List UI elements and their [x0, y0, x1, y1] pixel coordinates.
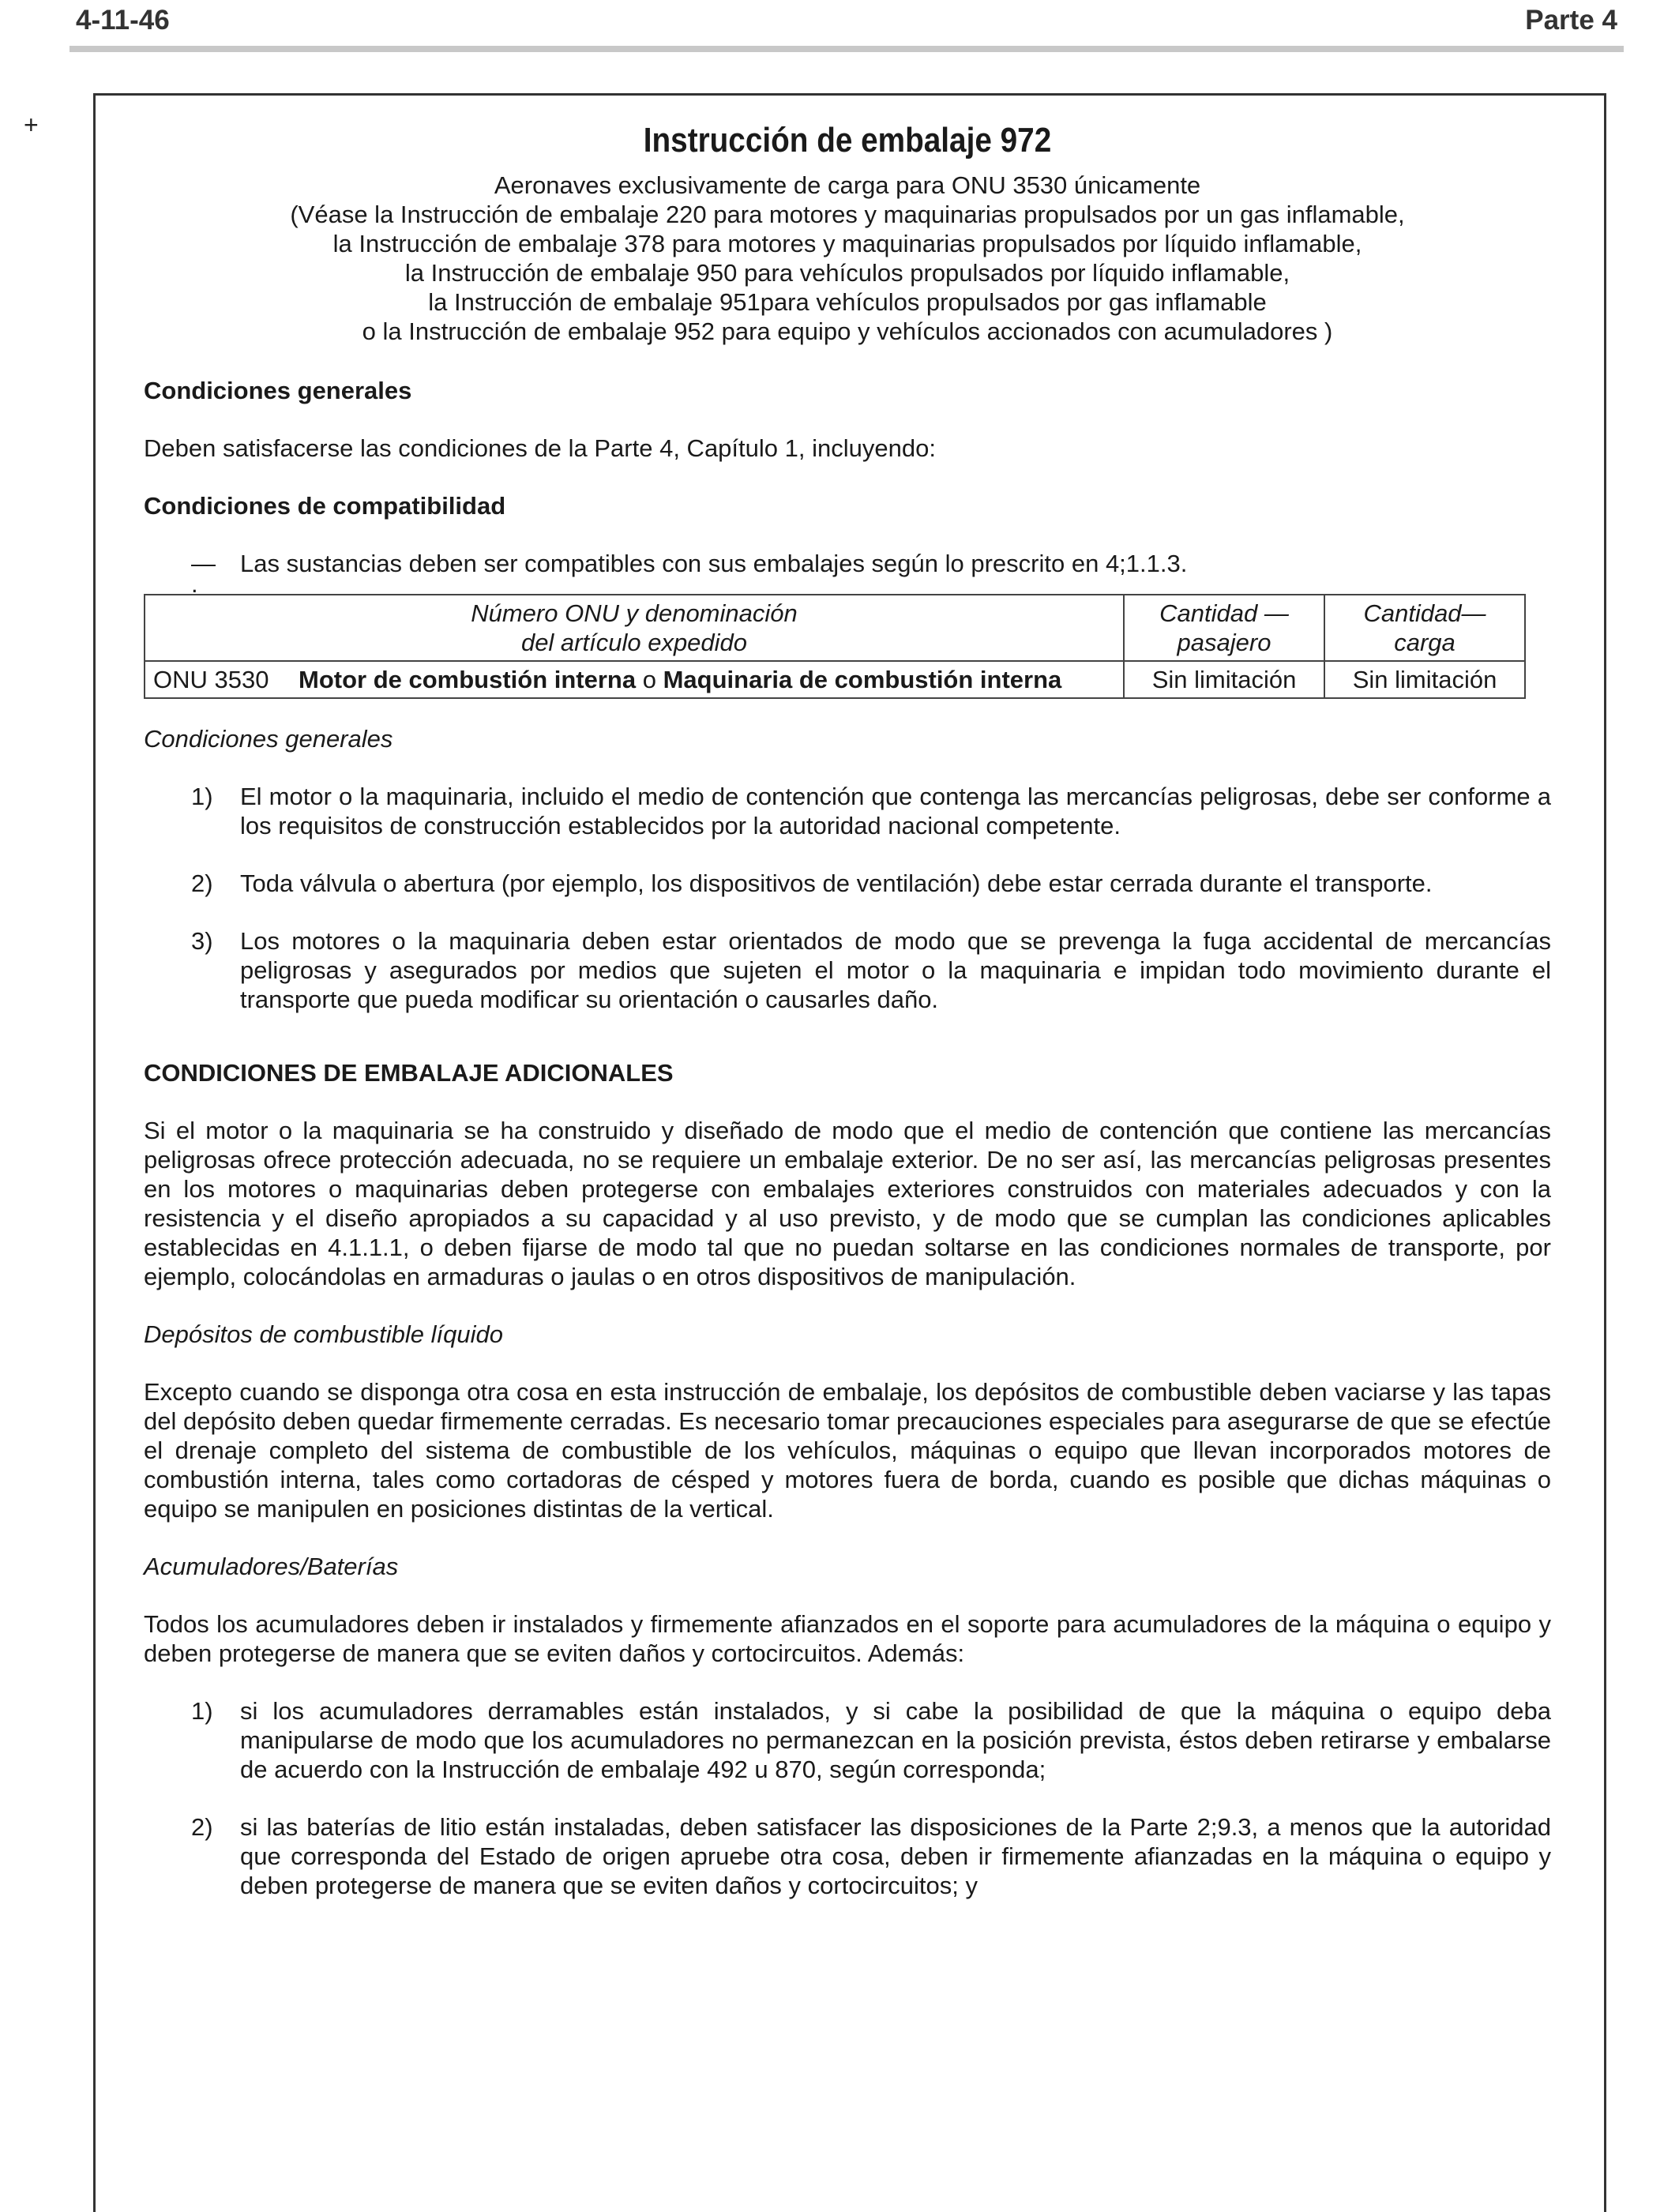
- part-label: Parte 4: [1525, 5, 1617, 36]
- item-text: Toda válvula o abertura (por ejemplo, los dispositivos de ventilación) debe estar cerrada durante el transporte.: [240, 869, 1433, 897]
- header-passenger-quantity: [1124, 595, 1324, 661]
- header-line: Número ONU y denominación: [471, 599, 798, 627]
- cargo-quantity: Sin limitación: [1324, 661, 1525, 698]
- header-un-description: [145, 595, 1124, 661]
- item-number: 1): [191, 783, 213, 810]
- article-name-part1: Motor de combustión interna: [299, 666, 637, 693]
- general-conditions-heading: Condiciones generales: [144, 377, 412, 404]
- article-cell: [145, 661, 1124, 698]
- header-line: Cantidad —: [1159, 599, 1289, 627]
- item-number: 2): [191, 869, 213, 897]
- item-number: 3): [191, 927, 213, 955]
- margin-mark: +: [24, 111, 39, 139]
- list-item: [191, 1812, 1551, 1900]
- stray-dot: .: [191, 570, 198, 598]
- instruction-title: Instrucción de embalaje 972: [643, 121, 1052, 160]
- general-conditions-text: Deben satisfacerse las condiciones de la Parte 4, Capítulo 1, incluyendo:: [144, 434, 936, 462]
- list-item: [191, 1696, 1551, 1784]
- article-name-part2: Maquinaria de combustión interna: [663, 666, 1062, 693]
- subtitle-line: la Instrucción de embalaje 951para vehículos propulsados por gas inflamable: [428, 288, 1267, 316]
- compatibility-text: Las sustancias deben ser compatibles con sus embalajes según lo prescrito en 4;1.1.3.: [240, 550, 1188, 577]
- batteries-text: Todos los acumuladores deben ir instalados y firmemente afianzados en el soporte para acumuladores de la máquina o equipo y deben protegerse de manera que se eviten daños y cortocircuitos. Además:: [144, 1610, 1551, 1667]
- subtitle-line: o la Instrucción de embalaje 952 para equipo y vehículos accionados con acumuladores ): [362, 317, 1333, 345]
- item-text: si las baterías de litio están instaladas, deben satisfacer las disposiciones de la Parte 2;9.3, a menos que la autoridad que corresponda del Estado de origen apruebe otra cosa, deben ir firmemente afianzadas en la máquina o equipo y deben protegerse de manera que se eviten daños y cortocircuitos; y: [240, 1813, 1551, 1899]
- un-number-table: [144, 594, 1526, 699]
- compatibility-bullet: [191, 549, 1551, 578]
- page-reference: 4-11-46: [76, 5, 170, 36]
- list-item: [191, 926, 1551, 1014]
- table-row: [145, 661, 1525, 698]
- instruction-subtitle: [144, 171, 1551, 346]
- compatibility-heading: Condiciones de compatibilidad: [144, 492, 506, 520]
- list-item: [191, 782, 1551, 840]
- subtitle-line: la Instrucción de embalaje 950 para vehículos propulsados por líquido inflamable,: [404, 259, 1290, 287]
- header-line: del artículo expedido: [520, 629, 748, 656]
- header-line: pasajero: [1177, 629, 1271, 656]
- item-text: Los motores o la maquinaria deben estar orientados de modo que se prevenga la fuga accidental de mercancías peligrosas y asegurados por medios que sujeten el motor o la maquinaria e impidan todo movimiento durante el transporte que pueda modificar su orientación o causarles daño.: [240, 927, 1551, 1013]
- passenger-quantity: Sin limitación: [1124, 661, 1324, 698]
- item-text: si los acumuladores derramables están instalados, y si cabe la posibilidad de que la máquina o equipo deba manipularse de modo que los acumuladores no permanezcan en la posición prevista, éstos deben retirarse y embalarse de acuerdo con la Instrucción de embalaje 492 u 870, según corresponda;: [240, 1697, 1551, 1783]
- article-connector: o: [636, 666, 663, 693]
- fuel-tanks-text: Excepto cuando se disponga otra cosa en esta instrucción de embalaje, los depósitos de combustible deben vaciarse y las tapas del depósito deben quedar firmemente cerradas. Es necesario tomar precauciones especiales para asegurarse de que se efectúe el drenaje completo del sistema de combustible de los vehículos, máquinas o equipo que llevan incorporados motores de combustión interna, tales como cortadoras de césped y motores fuera de borda, cuando es posible que dichas máquinas o equipo se manipulen en posiciones distintas de la vertical.: [144, 1378, 1551, 1523]
- table-header-row: [145, 595, 1525, 661]
- header-rule: [69, 46, 1624, 52]
- item-number: 2): [191, 1813, 213, 1841]
- item-number: 1): [191, 1697, 213, 1725]
- fuel-tanks-heading: Depósitos de combustible líquido: [144, 1320, 503, 1348]
- batteries-heading: Acumuladores/Baterías: [144, 1553, 399, 1580]
- instruction-content: [144, 120, 1551, 1900]
- general-conditions-subheading: Condiciones generales: [144, 725, 393, 753]
- header-line: Cantidad—: [1363, 599, 1486, 627]
- dash-marker: —: [191, 550, 216, 577]
- additional-conditions-heading: CONDICIONES DE EMBALAJE ADICIONALES: [144, 1059, 674, 1087]
- item-text: El motor o la maquinaria, incluido el medio de contención que contenga las mercancías peligrosas, debe ser conforme a los requisitos de construcción establecidos por la autoridad nacional competente.: [240, 783, 1551, 839]
- subtitle-line: la Instrucción de embalaje 378 para motores y maquinarias propulsados por líquido inflamable,: [332, 230, 1362, 257]
- subtitle-line: Aeronaves exclusivamente de carga para ONU 3530 únicamente: [494, 171, 1201, 199]
- list-item: [191, 869, 1551, 898]
- additional-conditions-text: Si el motor o la maquinaria se ha construido y diseñado de modo que el medio de contención que contiene las mercancías peligrosas ofrece protección adecuada, no se requiere un embalaje exterior. De no ser así, las mercancías peligrosas presentes en los motores o maquinarias deben protegerse con embalajes exteriores construidos con materiales adecuados y con la resistencia y el diseño apropiados a su capacidad y al uso previsto, y de modo que se cumplan las condiciones aplicables establecidas en 4.1.1.1, o deben fijarse de modo tal que no puedan soltarse en las condiciones normales de transporte, por ejemplo, colocándolas en armaduras o jaulas o en otros dispositivos de manipulación.: [144, 1117, 1551, 1290]
- un-number: ONU 3530: [153, 666, 269, 693]
- subtitle-line: (Véase la Instrucción de embalaje 220 para motores y maquinarias propulsados por un gas inflamable,: [290, 201, 1405, 228]
- header-cargo-quantity: [1324, 595, 1525, 661]
- header-line: carga: [1394, 629, 1456, 656]
